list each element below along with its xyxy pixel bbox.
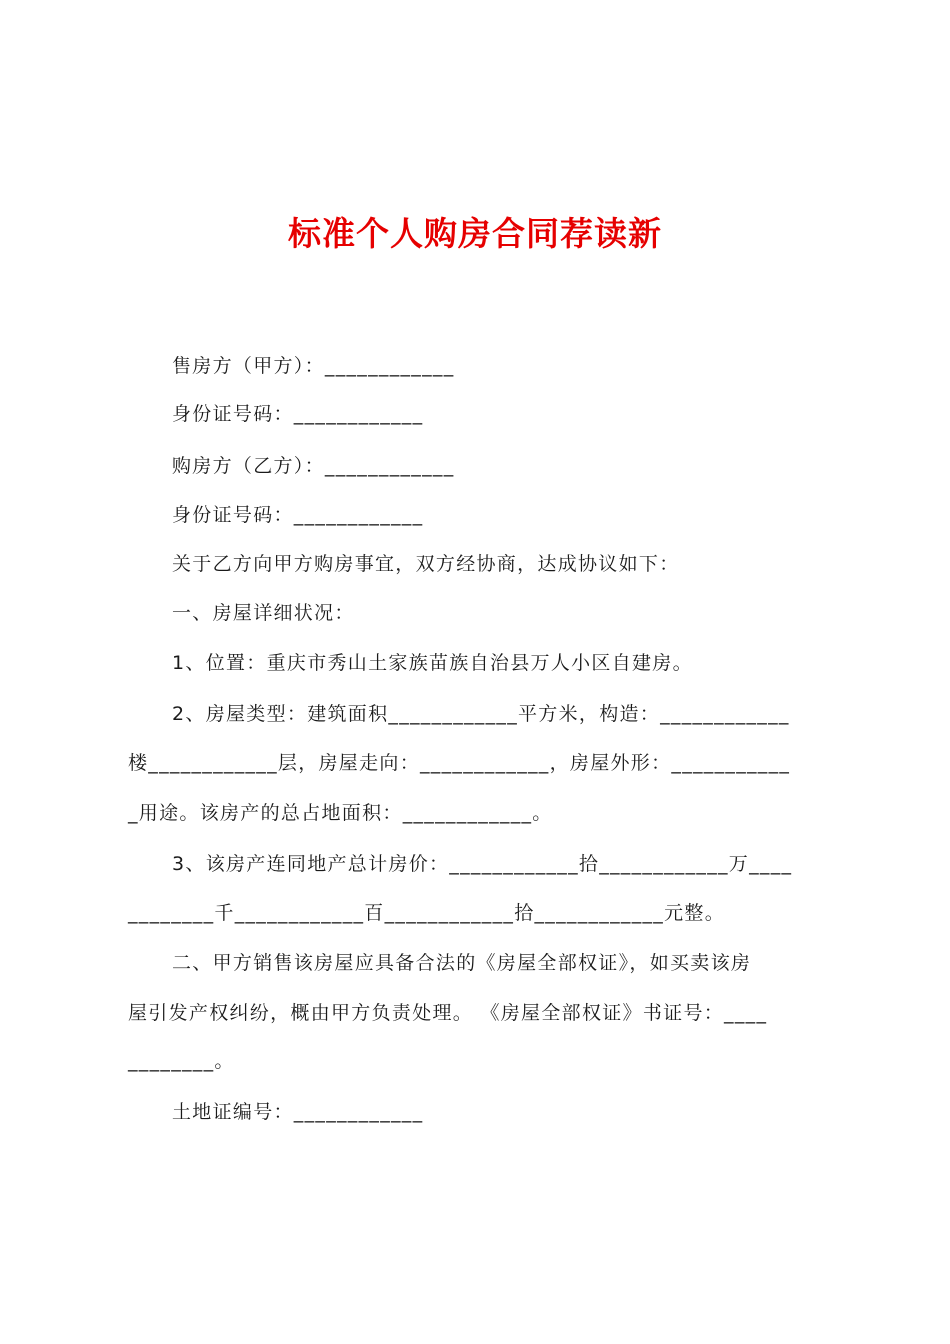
seller-id-line: 身份证号码：____________: [172, 403, 424, 425]
clause-2-line-3: ________。: [128, 1050, 235, 1072]
seller-line: 售房方（甲方）：____________: [172, 355, 455, 377]
document-title: 标准个人购房合同荐读新: [288, 214, 662, 253]
price-line-2: ________千____________百____________拾____________元整。: [128, 902, 725, 924]
agreement-intro: 关于乙方向甲方购房事宜，双方经协商，达成协议如下：: [172, 553, 680, 575]
house-type-line-2: 楼____________层，房屋走向：____________，房屋外形：___________: [128, 752, 791, 774]
location-line: 1、位置：重庆市秀山土家族苗族自治县万人小区自建房。: [172, 652, 693, 674]
buyer-id-line: 身份证号码：____________: [172, 504, 424, 526]
clause-2-line-2: 屋引发产权纠纷，概由甲方负责处理。 《房屋全部权证》书证号：____: [128, 1002, 768, 1024]
clause-2-line-1: 二、甲方销售该房屋应具备合法的《房屋全部权证》，如买卖该房: [172, 952, 752, 974]
price-line-1: 3、该房产连同地产总计房价：____________拾____________万____: [172, 853, 793, 875]
house-type-line-3: _用途。该房产的总占地面积：____________。: [128, 802, 553, 824]
buyer-line: 购房方（乙方）：____________: [172, 455, 455, 477]
section-heading-1: 一、房屋详细状况：: [172, 602, 355, 624]
house-type-line-1: 2、房屋类型：建筑面积____________平方米，构造：____________: [172, 703, 790, 725]
land-cert-line: 土地证编号：____________: [172, 1101, 424, 1123]
